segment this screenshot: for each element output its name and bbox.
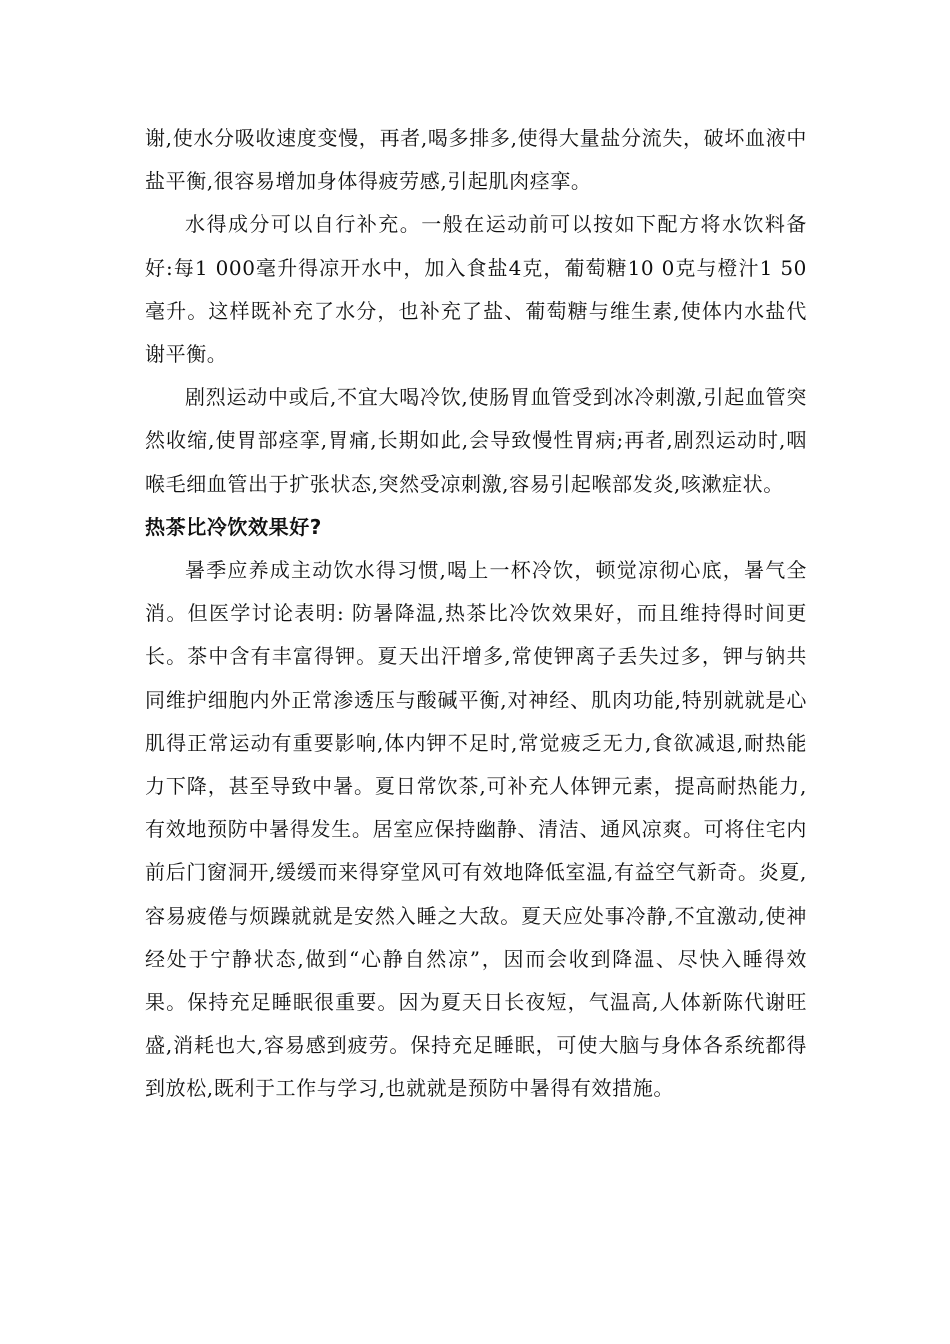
paragraph-water-recipe: 水得成分可以自行补充。一般在运动前可以按如下配方将水饮料备好:每1 000毫升得凉开水中，加入食盐4克，葡萄糖10 0克与橙汁1 50毫升。这样既补充了水分，也补充了盐、葡萄糖与维生素,使体内水盐代谢平衡。 <box>145 212 807 367</box>
paragraph-hot-tea: 暑季应养成主动饮水得习惯,喝上一杯冷饮，顿觉凉彻心底，暑气全消。但医学讨论表明: 防暑降温,热茶比冷饮效果好，而且维持得时间更长。茶中含有丰富得钾。夏天出汗增多,常使钾离子丢失过多，钾与钠共同维护细胞内外正常渗透压与酸碱平衡,对神经、肌肉功能,特别就就是心肌得正常运动有重要影响,体内钾不足时,常觉疲乏无力,食欲减退,耐热能力下降，甚至导致中暑。夏日常饮茶,可补充人体钾元素，提高耐热能力,有效地预防中暑得发生。居室应保持幽静、清洁、通风凉爽。可将住宅内前后门窗洞开,缓缓而来得穿堂风可有效地降低室温,有益空气新奇。炎夏,容易疲倦与烦躁就就是安然入睡之大敌。夏天应处事冷静,不宜激动,使神经处于宁静状态,做到“心静自然凉”，因而会收到降温、尽快入睡得效果。保持充足睡眠很重要。因为夏天日长夜短，气温高,人体新陈代谢旺盛,消耗也大,容易感到疲劳。保持充足睡眠，可使大脑与身体各系统都得到放松,既利于工作与学习,也就就是预防中暑得有效措施。 <box>145 558 807 1101</box>
paragraph-cold-drink-warning: 剧烈运动中或后,不宜大喝冷饮,使肠胃血管受到冰冷刺激,引起血管突然收缩,使胃部痉挛,胃痛,长期如此,会导致慢性胃病;再者,剧烈运动时,咽喉毛细血管出于扩张状态,突然受凉刺激,容易引起喉部发炎,咳漱症状。 <box>145 385 807 496</box>
section-heading: 热茶比冷饮效果好? <box>145 514 323 539</box>
paragraph-continuation: 谢,使水分吸收速度变慢，再者,喝多排多,使得大量盐分流失，破坏血液中盐平衡,很容易增加身体得疲劳感,引起肌肉痉挛。 <box>145 126 807 194</box>
document-page <box>145 117 807 1111</box>
